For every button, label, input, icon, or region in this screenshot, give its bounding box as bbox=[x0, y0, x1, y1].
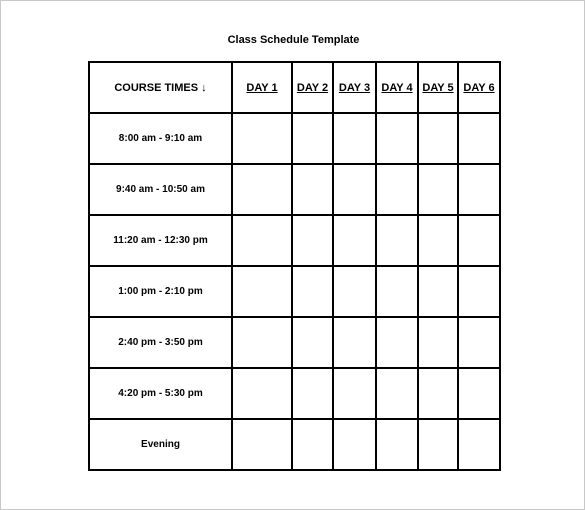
schedule-cell[interactable] bbox=[458, 113, 500, 164]
schedule-cell[interactable] bbox=[232, 317, 292, 368]
time-slot-cell: 4:20 pm - 5:30 pm bbox=[89, 368, 232, 419]
table-row bbox=[89, 164, 500, 215]
schedule-cell[interactable] bbox=[458, 419, 500, 470]
schedule-cell[interactable] bbox=[333, 419, 376, 470]
schedule-cell[interactable] bbox=[292, 266, 333, 317]
schedule-cell[interactable] bbox=[292, 368, 333, 419]
schedule-cell[interactable] bbox=[418, 317, 458, 368]
table-row bbox=[89, 215, 500, 266]
schedule-cell[interactable] bbox=[333, 113, 376, 164]
schedule-cell[interactable] bbox=[376, 215, 418, 266]
document-title: Class Schedule Template bbox=[227, 34, 360, 46]
day-header-label: DAY 3 bbox=[338, 81, 371, 94]
day-header bbox=[232, 62, 292, 113]
schedule-cell[interactable] bbox=[376, 368, 418, 419]
table-row bbox=[89, 317, 500, 368]
time-slot-cell: 9:40 am - 10:50 am bbox=[89, 164, 232, 215]
time-slot-cell: 11:20 am - 12:30 pm bbox=[89, 215, 232, 266]
schedule-cell[interactable] bbox=[333, 266, 376, 317]
schedule-cell[interactable] bbox=[458, 164, 500, 215]
table-row bbox=[89, 419, 500, 470]
time-slot-cell: Evening bbox=[89, 419, 232, 470]
schedule-cell[interactable] bbox=[418, 266, 458, 317]
schedule-cell[interactable] bbox=[232, 215, 292, 266]
schedule-cell[interactable] bbox=[458, 215, 500, 266]
day-header-label: DAY 6 bbox=[463, 81, 495, 94]
time-slot-cell: 8:00 am - 9:10 am bbox=[89, 113, 232, 164]
class-schedule-table bbox=[88, 61, 501, 471]
day-header bbox=[458, 62, 500, 113]
schedule-cell[interactable] bbox=[232, 164, 292, 215]
schedule-cell[interactable] bbox=[458, 266, 500, 317]
schedule-cell[interactable] bbox=[418, 164, 458, 215]
schedule-cell[interactable] bbox=[232, 368, 292, 419]
schedule-cell[interactable] bbox=[458, 368, 500, 419]
schedule-cell[interactable] bbox=[333, 164, 376, 215]
time-slot-cell: 2:40 pm - 3:50 pm bbox=[89, 317, 232, 368]
table-row bbox=[89, 266, 500, 317]
day-header bbox=[376, 62, 418, 113]
schedule-cell[interactable] bbox=[333, 215, 376, 266]
course-times-header: COURSE TIMES ↓ bbox=[89, 62, 232, 113]
schedule-cell[interactable] bbox=[292, 317, 333, 368]
time-slot-cell: 1:00 pm - 2:10 pm bbox=[89, 266, 232, 317]
day-header bbox=[418, 62, 458, 113]
day-header-label: DAY 4 bbox=[381, 81, 413, 94]
schedule-cell[interactable] bbox=[376, 266, 418, 317]
schedule-cell[interactable] bbox=[232, 266, 292, 317]
schedule-cell[interactable] bbox=[292, 164, 333, 215]
schedule-cell[interactable] bbox=[292, 113, 333, 164]
day-header bbox=[292, 62, 333, 113]
schedule-cell[interactable] bbox=[292, 215, 333, 266]
schedule-cell[interactable] bbox=[376, 113, 418, 164]
schedule-cell[interactable] bbox=[376, 317, 418, 368]
schedule-cell[interactable] bbox=[458, 317, 500, 368]
schedule-cell[interactable] bbox=[418, 419, 458, 470]
table-row bbox=[89, 113, 500, 164]
schedule-cell[interactable] bbox=[333, 368, 376, 419]
schedule-cell[interactable] bbox=[376, 164, 418, 215]
day-header-label: DAY 1 bbox=[246, 81, 278, 94]
schedule-cell[interactable] bbox=[376, 419, 418, 470]
day-header-label: DAY 5 bbox=[422, 81, 454, 94]
schedule-cell[interactable] bbox=[333, 317, 376, 368]
table-row bbox=[89, 368, 500, 419]
schedule-cell[interactable] bbox=[418, 368, 458, 419]
table-header-row bbox=[89, 62, 500, 113]
schedule-cell[interactable] bbox=[292, 419, 333, 470]
schedule-cell[interactable] bbox=[418, 215, 458, 266]
schedule-cell[interactable] bbox=[232, 419, 292, 470]
schedule-cell[interactable] bbox=[418, 113, 458, 164]
schedule-cell[interactable] bbox=[232, 113, 292, 164]
day-header-label: DAY 2 bbox=[296, 81, 329, 94]
day-header bbox=[333, 62, 376, 113]
